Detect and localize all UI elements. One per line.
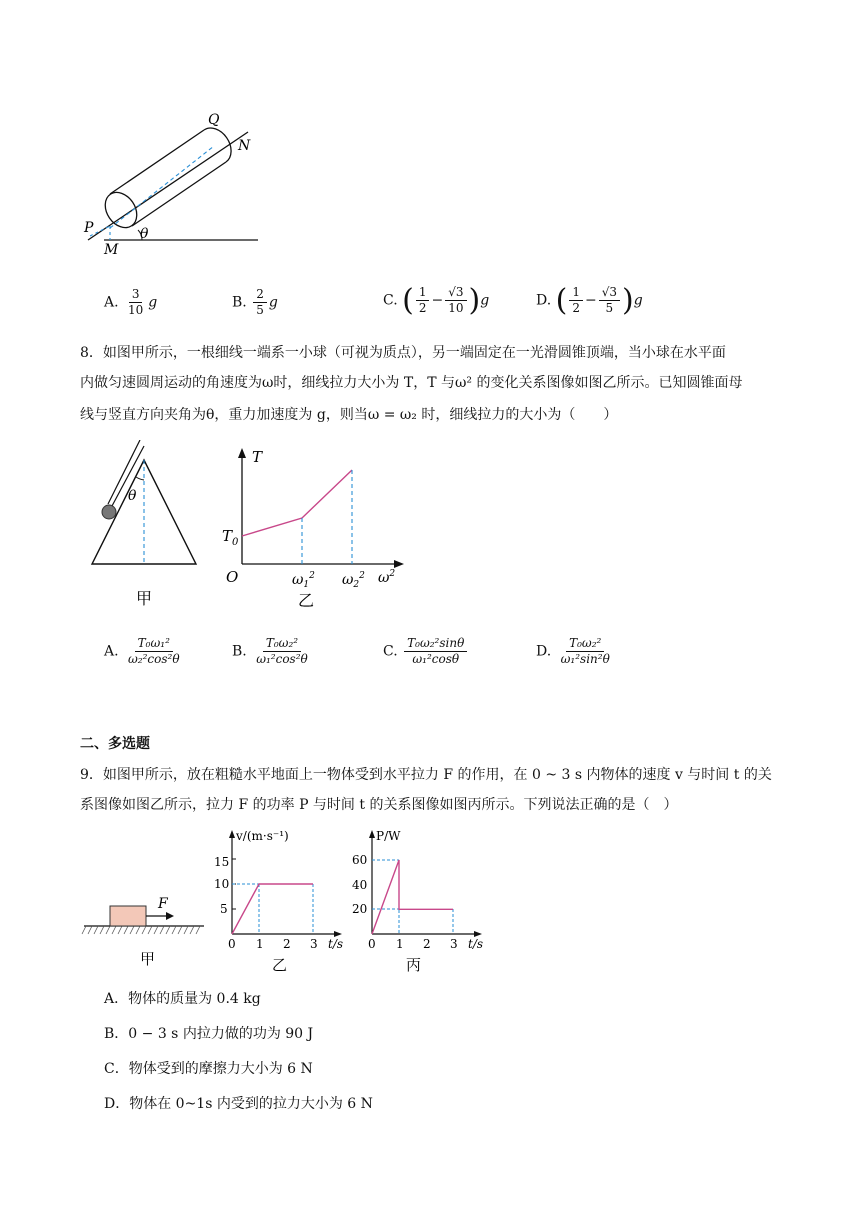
y-axis-label: T	[252, 448, 263, 466]
x-axis-label: t/s	[468, 937, 484, 951]
label-theta: θ	[140, 226, 149, 242]
cylinder-bottom-edge	[132, 162, 226, 226]
fig-jia-label: 甲	[140, 950, 156, 968]
xtick-3: 3	[450, 937, 458, 951]
q8-option-b[interactable]: B. $\frac{\text{T₀ω₂²}}{\text{ω₁²cos²θ}}$	[232, 636, 308, 666]
section-title: 二、多选题	[80, 736, 150, 752]
label-M: M	[104, 242, 119, 258]
fig-bing-label: 丙	[406, 956, 422, 974]
cone-theta-label: θ	[128, 488, 137, 504]
cylinder-back-face	[204, 128, 231, 162]
ytick-0: 0	[228, 937, 236, 951]
q9-vt-graph	[212, 828, 362, 978]
label-P: P	[84, 220, 94, 236]
label-Q: Q	[208, 112, 220, 128]
q8-option-d[interactable]: D. $\frac{\text{T₀ω₂²}}{\text{ω₁²sin²θ}}$	[536, 636, 610, 666]
ball	[102, 505, 116, 519]
label-N: N	[238, 138, 251, 154]
xtick-1: 1	[256, 937, 264, 951]
q7-incline-figure	[80, 108, 270, 258]
q8-option-a[interactable]: A. $\frac{\text{T₀ω₁²}}{\text{ω₂²cos²θ}}$	[104, 636, 180, 666]
q7-option-a[interactable]: A. $\frac{3}{10}$ g	[104, 287, 158, 317]
incline-line	[88, 132, 248, 240]
omega1-label: $\omega_1^2$	[292, 571, 315, 590]
q7-option-c[interactable]: C. ( $\frac{1}{2}$ − $\frac{√3}{10}$ )g	[383, 283, 490, 318]
cylinder-top-edge	[110, 130, 204, 194]
origin-label: O	[226, 568, 239, 586]
omega2-label: $\omega_2^2$	[342, 571, 365, 590]
x-axis-label: t/s	[328, 937, 344, 951]
q8-t-omega-graph	[218, 444, 408, 614]
xtick-3: 3	[310, 937, 318, 951]
x-axis-label: $\omega^2$	[378, 569, 396, 586]
q9-stem-line-2: 系图像如图乙所示，拉力 F 的功率 P 与时间 t 的关系图像如图丙所示。下列说法正确的是（ ）	[80, 797, 678, 813]
q7-option-d[interactable]: D. ( $\frac{1}{2}$ − $\frac{√3}{5}$ )g	[536, 283, 643, 318]
y-axis-label: v/(m·s⁻¹)	[236, 829, 289, 843]
q8-stem-line-3: 线与竖直方向夹角为θ，重力加速度为 g，则当ω = ω₂ 时，细线拉力的大小为（ ）	[80, 407, 618, 423]
fig-yi-label: 乙	[298, 591, 315, 610]
q8-stem-line-1: 8．如图甲所示，一根细线一端系一小球（可视为质点），另一端固定在一光滑圆锥顶端，当小球在水平面	[80, 345, 726, 361]
q9-option-d[interactable]: D．物体在 0~1s 内受到的拉力大小为 6 N	[104, 1096, 373, 1112]
ytick-60: 60	[352, 853, 368, 867]
q9-option-a[interactable]: A．物体的质量为 0.4 kg	[104, 991, 261, 1007]
q9-option-c[interactable]: C．物体受到的摩擦力大小为 6 N	[104, 1061, 313, 1077]
force-label: F	[158, 896, 168, 912]
t0-label: $T_0$	[222, 527, 239, 548]
q8-option-c[interactable]: C. $\frac{\text{T₀ω₂²sinθ}}{\text{ω₁²cosθ}}$	[383, 636, 469, 667]
xtick-1: 1	[396, 937, 404, 951]
ytick-0: 0	[368, 937, 376, 951]
fig-yi-label: 乙	[272, 956, 288, 974]
q8-stem-line-2: 内做匀速圆周运动的角速度为ω时，细线拉力大小为 T，T 与ω² 的变化关系图像如图乙所示。已知圆锥面母	[80, 375, 743, 391]
y-axis-label: P/W	[376, 829, 401, 843]
q9-pt-graph	[352, 828, 502, 978]
ytick-15: 15	[214, 855, 230, 869]
ytick-40: 40	[352, 878, 368, 892]
ytick-5: 5	[220, 902, 228, 916]
xtick-2: 2	[423, 937, 431, 951]
q9-block-figure	[80, 890, 210, 970]
fig-jia-label: 甲	[136, 589, 153, 608]
block	[110, 906, 146, 926]
q9-stem-line-1: 9．如图甲所示，放在粗糙水平地面上一物体受到水平拉力 F 的作用，在 0 ~ 3 s 内物体的速度 v 与时间 t 的关	[80, 767, 772, 783]
ytick-20: 20	[352, 902, 368, 916]
vt-line	[232, 884, 313, 934]
q7-option-b[interactable]: B. $\frac{2}{5}$ g	[232, 287, 278, 317]
ytick-10: 10	[214, 877, 230, 891]
cylinder-front-face	[99, 186, 143, 233]
q8-cone-figure	[88, 440, 200, 610]
t-line	[242, 470, 352, 536]
pt-line	[372, 860, 453, 934]
q9-option-b[interactable]: B．0 − 3 s 内拉力做的功为 90 J	[104, 1026, 314, 1042]
xtick-2: 2	[283, 937, 291, 951]
